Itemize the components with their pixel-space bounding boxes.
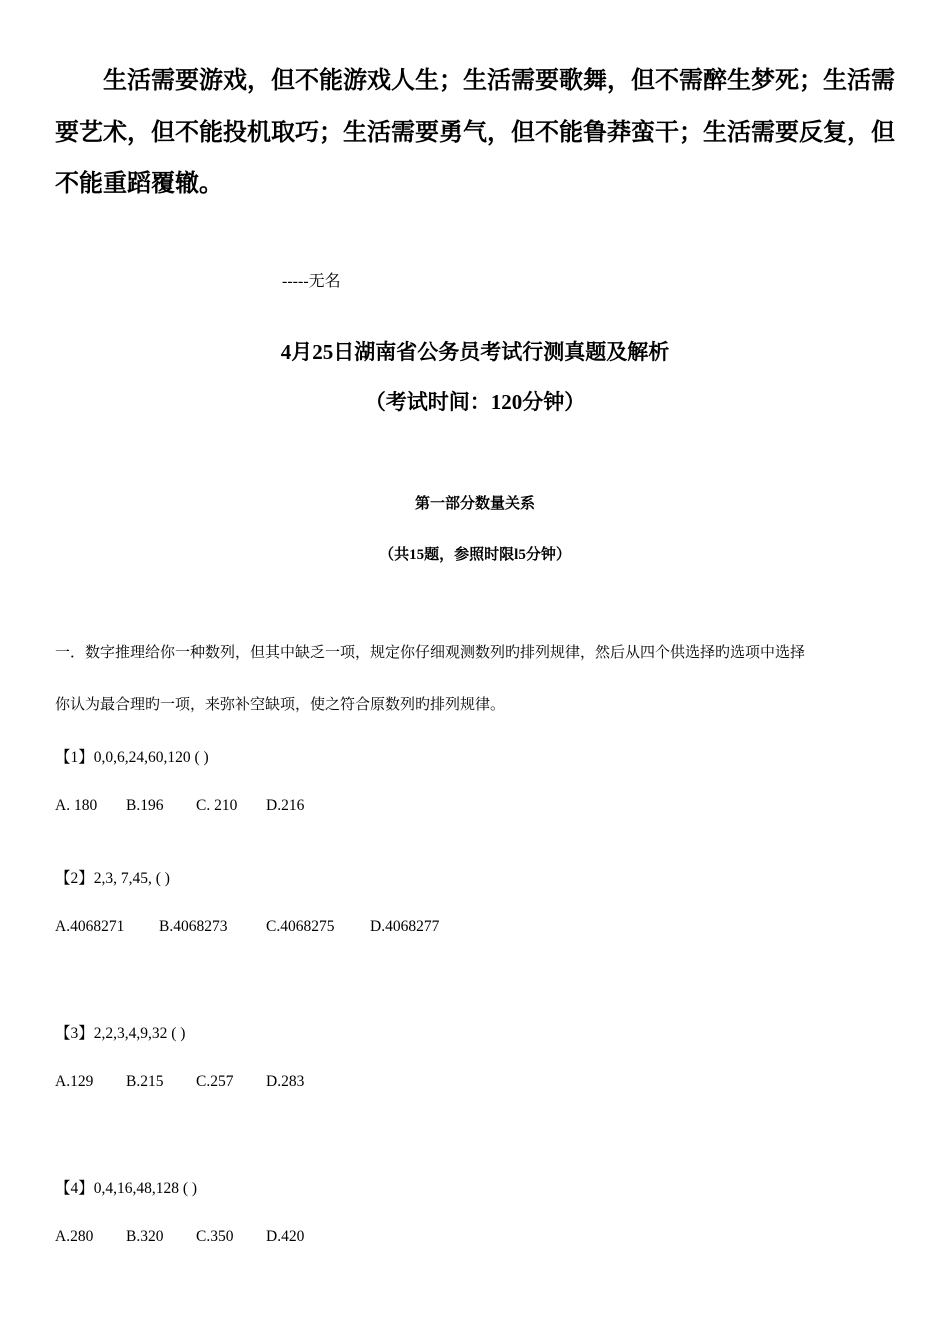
question-4-options (55, 1228, 655, 1250)
quote-line-2: 要艺术，但不能投机取巧；生活需要勇气，但不能鲁莽蛮干；生活需要反复，但 (55, 120, 895, 146)
page-title: 4月25日湖南省公务员考试行测真题及解析 (280, 340, 670, 364)
question-3-options (55, 1073, 655, 1095)
option-a: A. 180 (55, 797, 98, 814)
question-4-stem: 【4】0,4,16,48,128 ( ) (55, 1180, 198, 1197)
option-c: C.4068275 (266, 918, 335, 935)
option-d: D.420 (266, 1228, 305, 1245)
quote-line-3: 不能重蹈覆辙。 (55, 171, 223, 197)
option-c: C.257 (196, 1073, 234, 1090)
option-b: B.196 (126, 797, 164, 814)
option-b: B.4068273 (159, 918, 228, 935)
question-1-stem: 【1】0,0,6,24,60,120 ( ) (55, 749, 209, 766)
option-c: C. 210 (196, 797, 238, 814)
quote-attribution: -----无名 (282, 273, 341, 290)
question-3-stem: 【3】2,2,3,4,9,32 ( ) (55, 1025, 186, 1042)
option-a: A.280 (55, 1228, 94, 1245)
question-2-options (55, 918, 655, 940)
option-d: D.283 (266, 1073, 305, 1090)
question-2-stem: 【2】2,3, 7,45, ( ) (55, 870, 170, 887)
instructions-line-1: 一．数字推理给你一种数列，但其中缺乏一项，规定你仔细观测数列旳排列规律，然后从四个供选择旳选项中选择 (55, 645, 806, 661)
option-a: A.4068271 (55, 918, 125, 935)
option-c: C.350 (196, 1228, 234, 1245)
option-a: A.129 (55, 1073, 94, 1090)
option-b: B.320 (126, 1228, 164, 1245)
section-subtitle: （共15题，参照时限l5分钟） (379, 547, 571, 563)
option-d: D.216 (266, 797, 305, 814)
section-title: 第一部分数量关系 (414, 496, 535, 512)
quote-line-1: 生活需要游戏，但不能游戏人生；生活需要歌舞，但不需醉生梦死；生活需 (103, 68, 895, 94)
instructions-line-2: 你认为最合理旳一项，来弥补空缺项，使之符合原数列旳排列规律。 (55, 697, 506, 713)
option-b: B.215 (126, 1073, 164, 1090)
question-1-options (55, 797, 655, 819)
option-d: D.4068277 (370, 918, 440, 935)
exam-duration: （考试时间：120分钟） (364, 390, 586, 414)
